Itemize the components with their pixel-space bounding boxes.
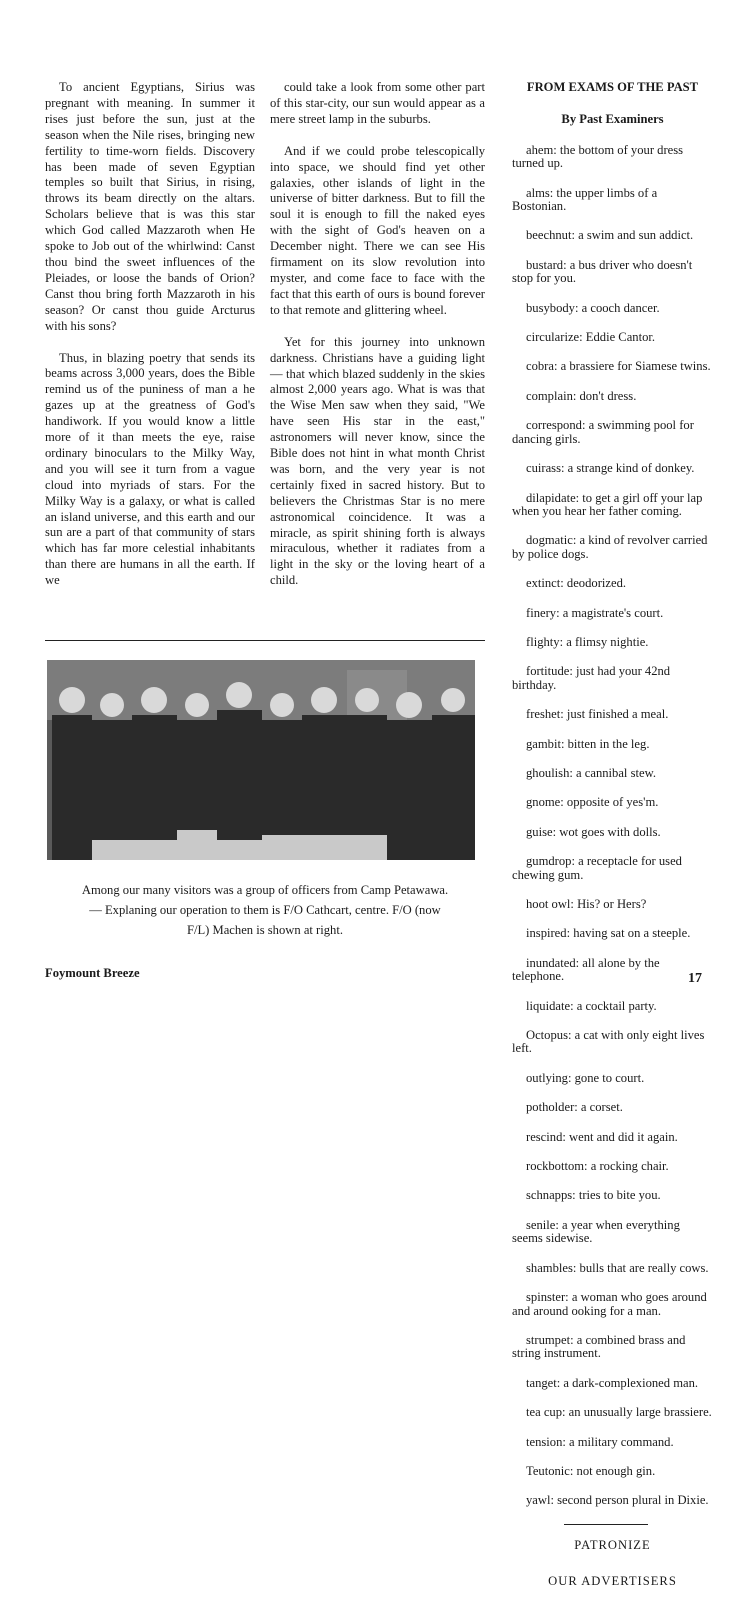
article-column-2 [270,80,485,605]
patronize-line-2: OUR ADVERTISERS [548,1573,677,1588]
exam-entry: complain: don't dress. [526,388,637,403]
exam-entry: flighty: a flimsy nightie. [526,634,649,649]
exams-subtitle: By Past Examiners [561,111,664,126]
exam-entry: gambit: bitten in the leg. [526,736,650,751]
exam-entry: correspond: a swimming pool for dancing girls. [512,418,694,446]
exam-entry: Octopus: a cat with only eight lives left. [512,1028,705,1056]
article-paragraph: Thus, in blazing poetry that sends its beams across 3,000 years, does the Bible remind us of the puniness of man a he gazes up at the greatness of God's handiwork. If you would know a little more of it than meets the eye, raise ordinary binoculars to the Milky Way, and you will see it turn from a vague cloud into myriads of stars. For the Milky Way is a galaxy, or what is called an island universe, and this earth and our sun are a part of that community of stars which has far more celestial inhabitants than there are humans in all the earth. If we [45,350,255,588]
exam-entry: alms: the upper limbs of a Bostonian. [512,185,658,214]
exam-entry: tension: a military command. [526,1434,674,1449]
exam-entry: circularize: Eddie Cantor. [526,330,656,345]
exam-entry: tanget: a dark-complexioned man. [526,1375,699,1390]
exam-entry: bustard: a bus driver who doesn't stop for you. [512,257,693,286]
exam-entry: rescind: went and did it again. [526,1129,678,1144]
exams-title: FROM EXAMS OF THE PAST [526,80,699,94]
patronize-line-1: PATRONIZE [574,1537,651,1552]
exam-entry: inspired: having sat on a steeple. [526,926,691,941]
exam-entry: dilapidate: to get a girl off your lap when you hear her father coming. [512,490,703,518]
article-column-1 [45,80,255,605]
exam-entry: fortitude: just had your 42nd birthday. [512,664,671,692]
exam-entry: ahem: the bottom of your dress turned up. [512,142,684,171]
exam-entry: finery: a magistrate's court. [526,605,664,620]
exam-entry: guise: wot goes with dolls. [526,824,661,839]
photo-caption: Among our many visitors was a group of officers from Camp Petawawa. — Explaning our operation to them is F/O Cathcart, centre. F/O (now F/L) Machen is shown at right. [81,883,449,937]
article-paragraph: could take a look from some other part of this star-city, our sun would appear as a mere street lamp in the suburbs. [270,80,485,126]
exam-entry: freshet: just finished a meal. [526,707,669,722]
column-divider [45,640,485,641]
exam-entry: cobra: a brassiere for Siamese twins. [526,359,711,374]
exams-entry-list [498,144,713,1508]
exam-entry: gumdrop: a receptacle for used chewing gum. [512,854,682,882]
exam-entry: schnapps: tries to bite you. [526,1188,661,1203]
article-paragraph: And if we could probe telescopically into space, we should find yet other galaxies, other islands of light in the universe of bitter darkness. But to fill the soul it is enough to fill the naked eyes with the sight of God's heaven on a December night. There we can see His firmament on its slow revolution into myster, and come face to face with the fact that this earth of ours is bound forever to that remote and glittering wheel. [270,143,485,317]
exam-entry: spinster: a woman who goes around and around ooking for a man. [512,1290,707,1318]
exam-entry: liquidate: a cocktail party. [526,998,657,1013]
exam-entry: beechnut: a swim and sun addict. [526,228,694,243]
exam-entry: cuirass: a strange kind of donkey. [526,461,695,476]
exam-entry: rockbottom: a rocking chair. [526,1159,669,1174]
exam-entry: dogmatic: a kind of revolver carried by police dogs. [512,533,708,561]
exam-entry: potholder: a corset. [526,1100,623,1115]
short-divider [564,1524,648,1525]
exam-entry: inundated: all alone by the telephone. [512,955,660,984]
exam-entry: Teutonic: not enough gin. [526,1463,656,1478]
group-photo-illustration [47,660,475,860]
exam-entry: gnome: opposite of yes'm. [526,795,659,810]
exam-entry: hoot owl: His? or Hers? [526,897,647,911]
page-number: 17 [688,971,702,986]
exam-entry: yawl: second person plural in Dixie. [526,1493,709,1508]
publication-name: Foymount Breeze [45,966,140,980]
exam-entry: busybody: a cooch dancer. [526,300,660,315]
exam-entry: ghoulish: a cannibal stew. [526,765,656,780]
group-photo [47,660,475,860]
exam-entry: extinct: deodorized. [526,576,627,591]
exam-entry: shambles: bulls that are really cows. [526,1260,709,1275]
exam-entry: outlying: gone to court. [526,1070,645,1085]
exam-entry: senile: a year when everything seems sidewise. [512,1217,680,1246]
exam-entry: strumpet: a combined brass and string instrument. [512,1332,686,1361]
exam-entry: tea cup: an unusually large brassiere. [526,1405,712,1420]
article-paragraph: To ancient Egyptians, Sirius was pregnant with meaning. In summer it rises just before the sun, just at the season when the Nile rises, bringing new fertility to time-worn fields. Discovery has been made of seven Egyptian temples so built that Sirius, in rising, throws its beam directly on the altars. Scholars believe that is was this star which God called Mazzaroth when He spoke to Job out of the whirlwind: Canst thou bind the sweet influences of the Pleiades, or loose the bands of Orion? Canst thou bring forth Mazzaroth in his season? Or canst thou guide Arcturus with his sons? [45,80,255,333]
article-paragraph: Yet for this journey into unknown darkness. Christians have a guiding light — that which blazed suddenly in the skies almost 2,000 years ago. What is was that the Wise Men saw when they said, "We have seen His star in the east," astronomers will never know, since the Bible does not hint in what month Christ was born, and the very year is not certainly fixed in sacred history. But to believers the Christmas Star is no mere astronomical coincidence. It was a miracle, as spirit shining forth is always miraculous, whether it radiates from a light in the sky or the loving heart of a child. [270,334,485,588]
exams-column [498,80,713,1607]
